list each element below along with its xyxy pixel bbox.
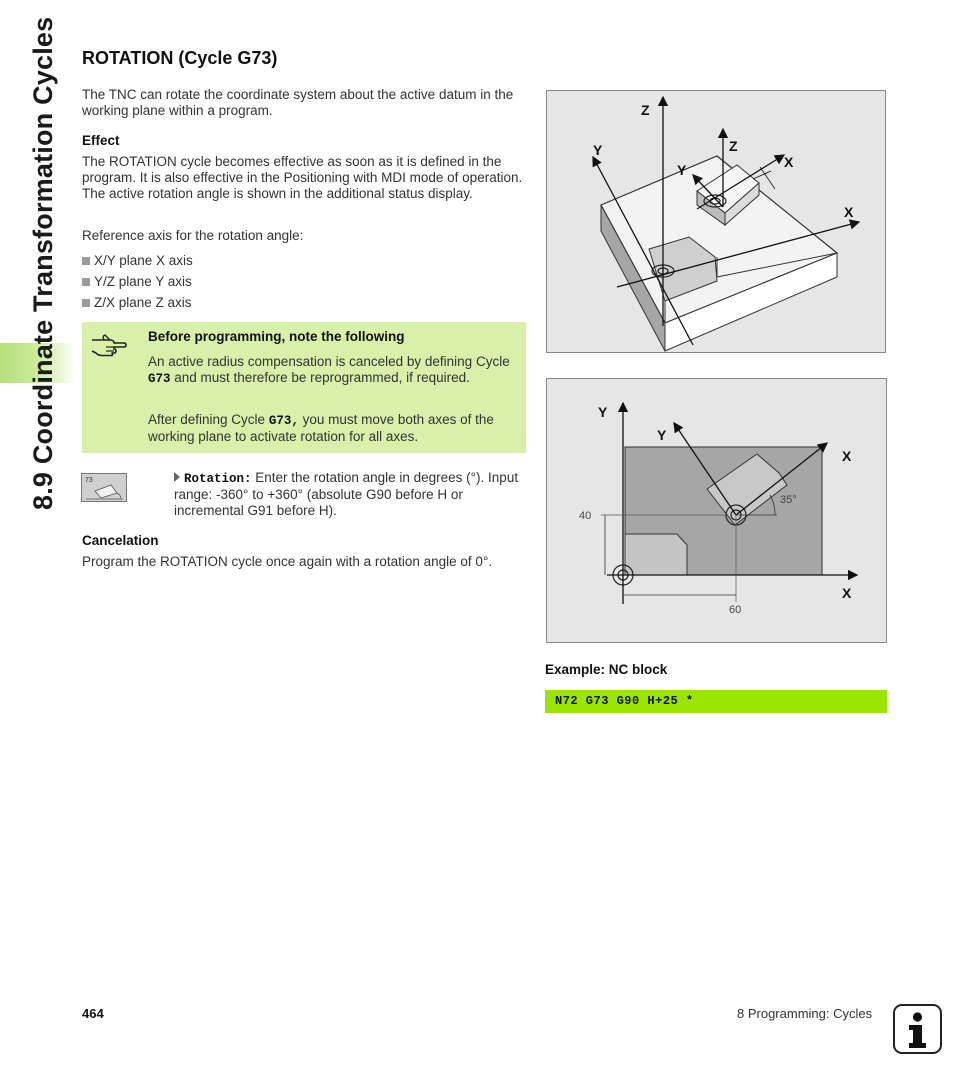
axis-label-z-rotated: Z <box>729 138 738 154</box>
axis-label-y-rotated: Y <box>657 427 667 443</box>
note-box <box>82 322 526 453</box>
axis-label-y: Y <box>593 142 603 158</box>
note-text-radius: An active radius compensation is canceled by defining Cycle G73 and must therefore be reprogrammed, if required. <box>148 354 510 386</box>
rotation-3d-figure <box>546 90 886 353</box>
axis-label-y-rotated: Y <box>677 162 687 178</box>
list-item <box>82 253 193 269</box>
svg-text:73: 73 <box>85 477 93 484</box>
parameter-name: Rotation: <box>184 472 252 486</box>
bullet-square-icon <box>82 257 90 265</box>
cancelation-heading: Cancelation <box>82 533 159 548</box>
cancelation-paragraph: Program the ROTATION cycle once again with a rotation angle of 0°. <box>82 554 493 569</box>
pointing-hand-icon <box>90 332 128 363</box>
nc-block <box>545 690 887 713</box>
example-heading: Example: NC block <box>545 662 668 677</box>
list-item-text: Y/Z plane Y axis <box>94 274 192 289</box>
chapter-side-title-text: 8.9 Coordinate Transformation Cycles <box>28 16 58 510</box>
page-title: ROTATION (Cycle G73) <box>82 48 278 68</box>
triangle-bullet-icon <box>174 472 180 482</box>
axis-label-x: X <box>842 585 852 601</box>
axis-label-z: Z <box>641 102 650 118</box>
page-number: 464 <box>82 1006 104 1021</box>
rotation-cycle-icon <box>81 473 127 502</box>
dimension-y: 40 <box>579 510 592 522</box>
rotation-parameter <box>174 470 526 519</box>
bullet-square-icon <box>82 299 90 307</box>
axis-label-y: Y <box>598 404 608 420</box>
intro-paragraph: The TNC can rotate the coordinate system about the active datum in the working plane within a program. <box>82 87 514 118</box>
chapter-footer: 8 Programming: Cycles <box>737 1006 873 1021</box>
axis-label-x-rotated: X <box>842 448 852 464</box>
nc-code: N72 G73 G90 H+25 * <box>555 694 694 708</box>
info-icon <box>893 1004 942 1054</box>
code-g73: G73, <box>268 414 299 428</box>
dimension-x: 60 <box>729 604 742 616</box>
axis-label-x-rotated: X <box>784 154 794 170</box>
angle-label: 35° <box>780 494 797 506</box>
effect-paragraph: The ROTATION cycle becomes effective as soon as it is defined in the program. It is also effective in the Positioning with MDI mode of operation. The active rotation angle is shown in the additional status display. <box>82 154 523 201</box>
list-item-text: Z/X plane Z axis <box>94 295 192 310</box>
parameter-description: Enter the rotation angle in degrees (°). Input range: -360° to +360° (absolute G90 before H or incremental G91 before H). <box>174 470 519 518</box>
axis-label-x: X <box>844 204 854 220</box>
effect-heading: Effect <box>82 133 120 148</box>
bullet-square-icon <box>82 278 90 286</box>
code-g73: G73 <box>148 372 171 386</box>
reference-axis-text: Reference axis for the rotation angle: <box>82 228 304 243</box>
list-item <box>82 295 192 311</box>
note-text-axes: After defining Cycle G73, you must move both axes of the working plane to activate rotation for all axes. <box>148 412 494 444</box>
rotation-2d-figure <box>546 378 887 643</box>
list-item <box>82 274 192 290</box>
list-item-text: X/Y plane X axis <box>94 253 193 268</box>
note-title: Before programming, note the following <box>148 329 405 344</box>
